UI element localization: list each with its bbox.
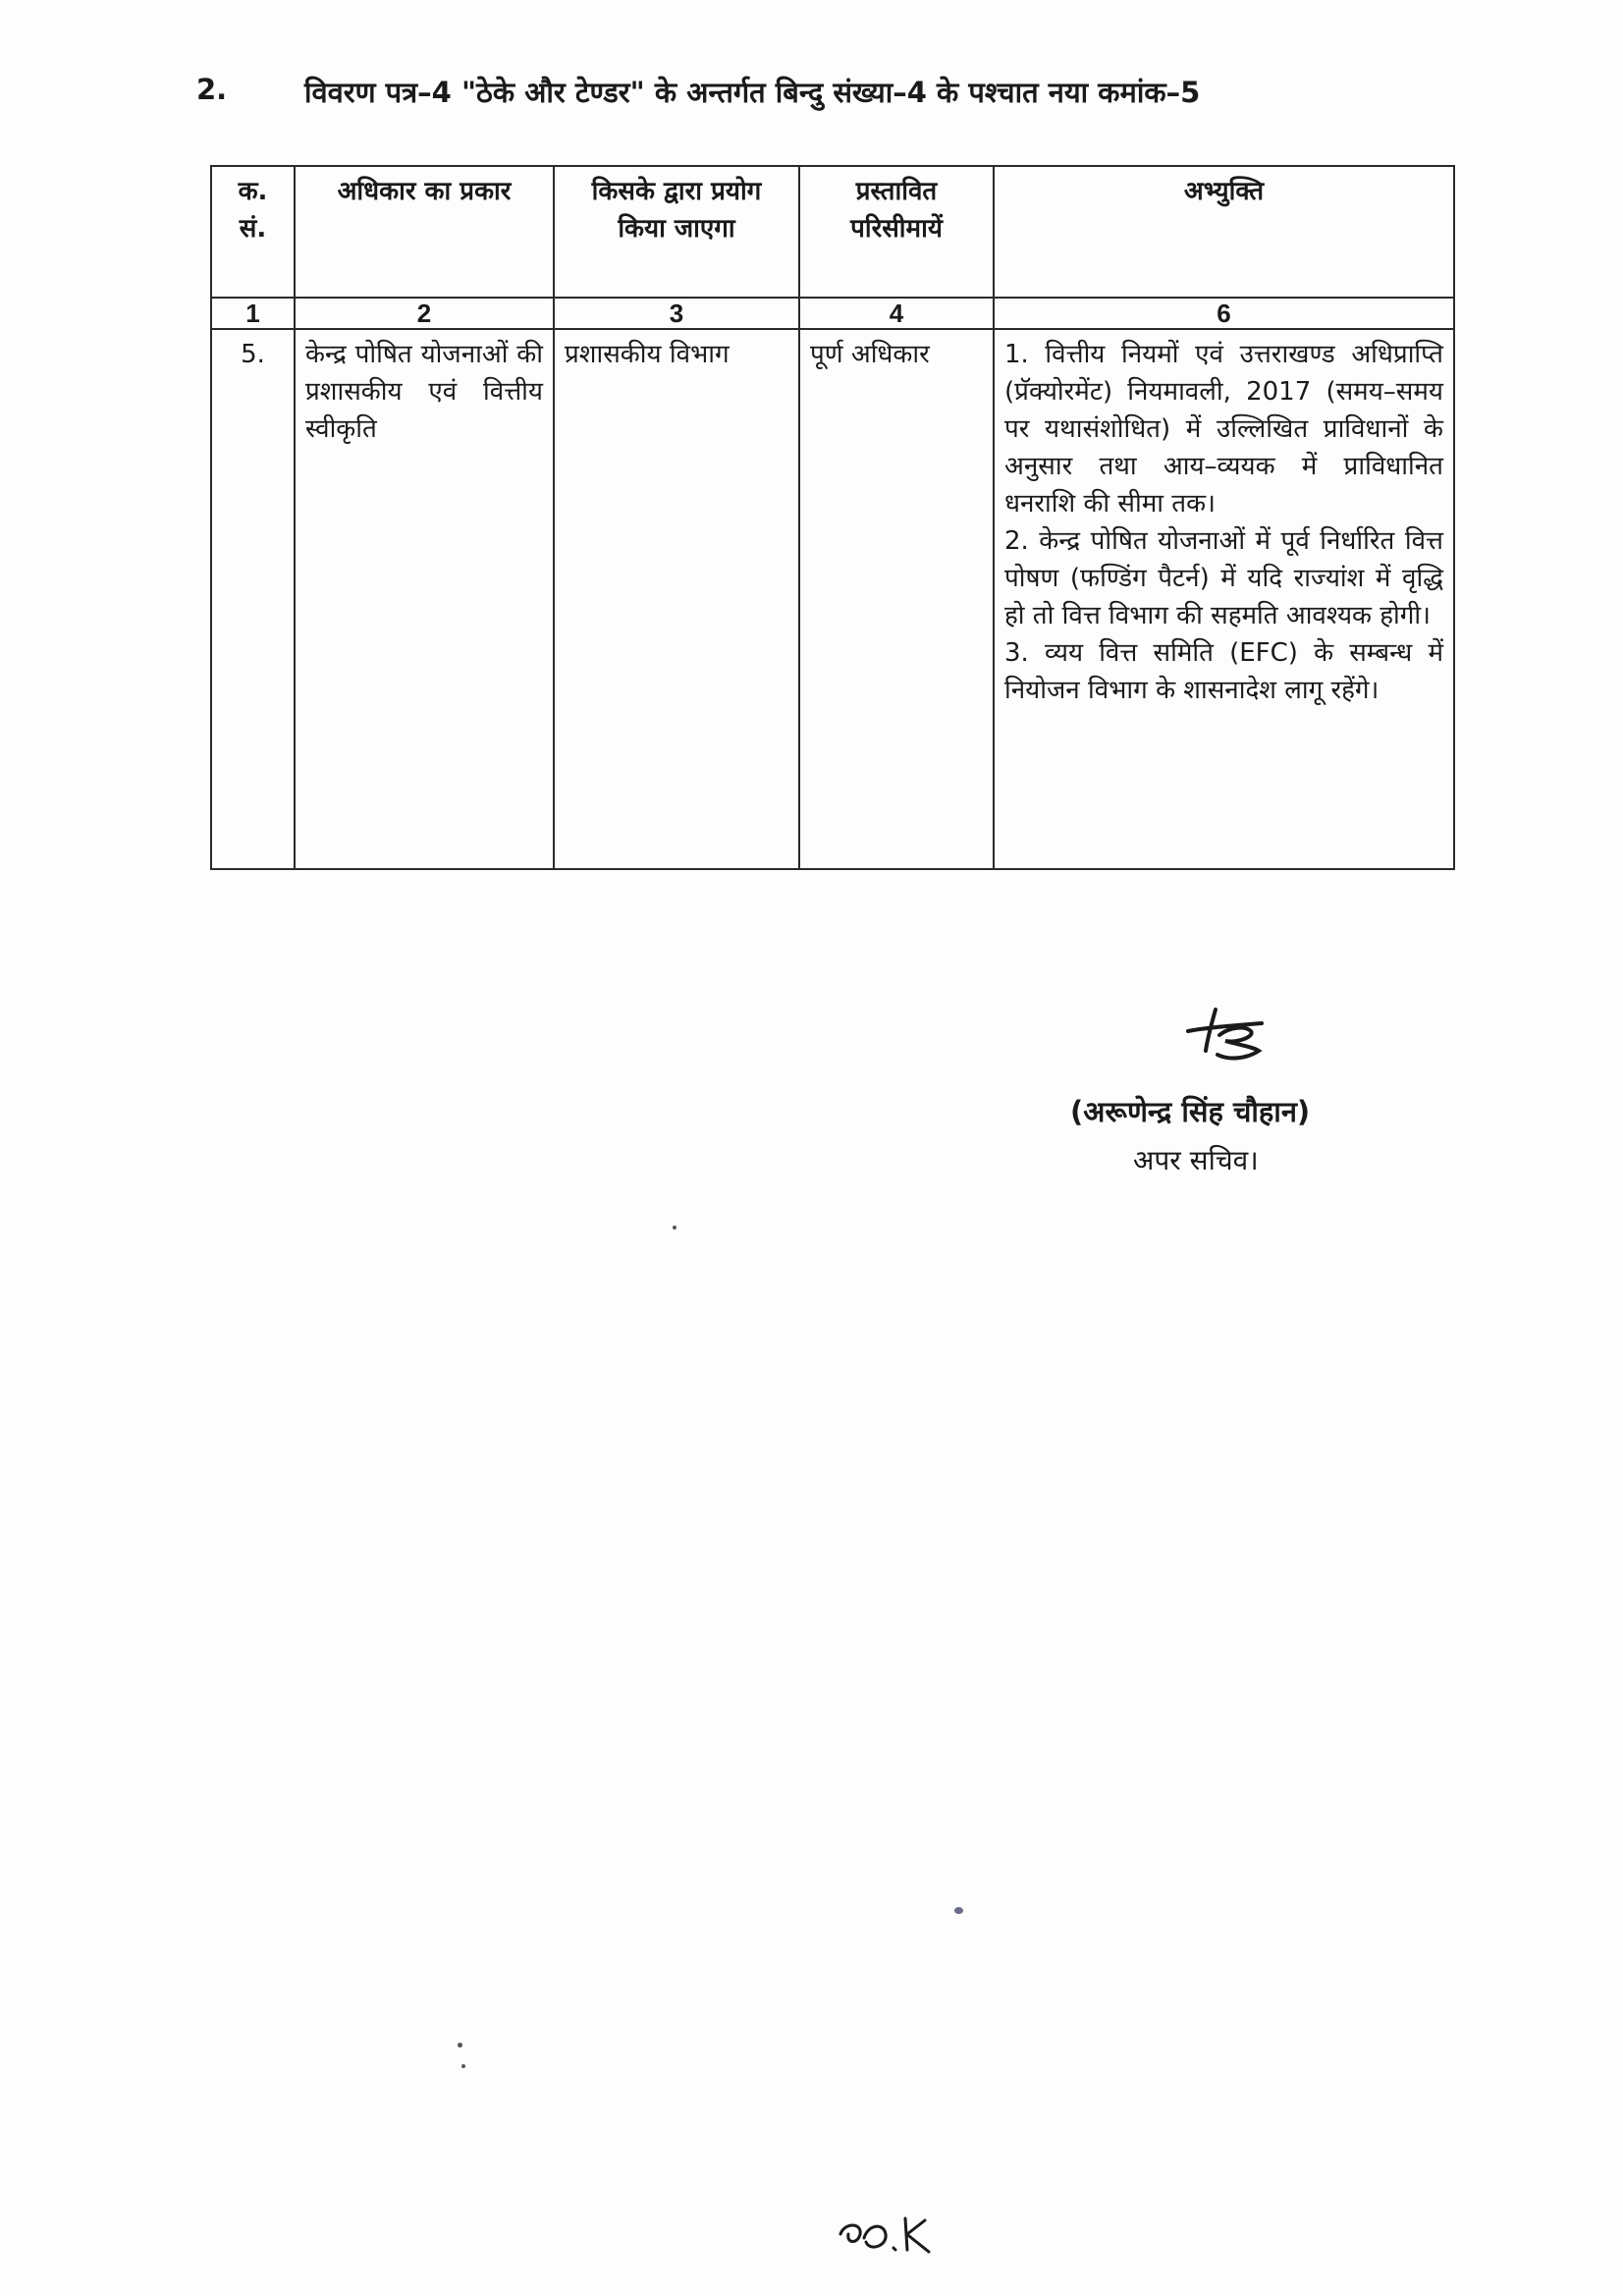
scan-speck [673, 1226, 676, 1230]
scan-speck [954, 1907, 963, 1914]
col-header-remarks: अभ्युक्ति [994, 166, 1454, 298]
col-header-limits: प्रस्तावित परिसीमायें [799, 166, 994, 298]
handwritten-page-number [835, 2205, 952, 2264]
section-number: 2. [196, 73, 228, 106]
signatory-designation: अपर सचिव। [1133, 1144, 1259, 1176]
signature-mark [1168, 1002, 1286, 1075]
table-header-row [211, 166, 1454, 298]
col-header-exercised-by: किसके द्वारा प्रयोग किया जाएगा [554, 166, 799, 298]
row-limits: पूर्ण अधिकार [799, 329, 994, 869]
remark-item: 3. व्यय वित्त समिति (EFC) के सम्बन्ध में नियोजन विभाग के शासनादेश लागू रहेंगे। [1004, 638, 1443, 705]
row-serial: 5. [211, 329, 295, 869]
table-row [211, 329, 1454, 869]
row-remarks [994, 329, 1454, 869]
col-number: 2 [295, 298, 554, 329]
col-header-serial: क. सं. [211, 166, 295, 298]
row-exercised-by: प्रशासकीय विभाग [554, 329, 799, 869]
scan-speck [458, 2043, 462, 2048]
scan-speck [461, 2064, 465, 2068]
row-power-type: केन्द्र पोषित योजनाओं की प्रशासकीय एवं वित्तीय स्वीकृति [295, 329, 554, 869]
col-number: 3 [554, 298, 799, 329]
col-number: 4 [799, 298, 994, 329]
remark-item: 2. केन्द्र पोषित योजनाओं में पूर्व निर्धारित वित्त पोषण (फण्डिंग पैटर्न) में यदि राज्यांश में वृद्धि हो तो वित्त विभाग की सहमति आवश्यक होगी। [1004, 526, 1443, 630]
col-number: 6 [994, 298, 1454, 329]
column-number-row [211, 298, 1454, 329]
statement-table [210, 165, 1455, 870]
col-number: 1 [211, 298, 295, 329]
section-title: विवरण पत्र–4 "ठेके और टेण्डर" के अन्तर्गत बिन्दु संख्या–4 के पश्चात नया कमांक–5 [304, 76, 1201, 109]
signatory-name: (अरूणेन्द्र सिंह चौहान) [1070, 1095, 1311, 1128]
remark-item: 1. वित्तीय नियमों एवं उत्तराखण्ड अधिप्राप्ति (प्रॅक्योरमेंट) नियमावली, 2017 (समय–समय पर यथासंशोधित) में उल्लिखित प्राविधानों के अनुसार तथा आय–व्ययक में प्राविधानित धनराशि की सीमा तक। [1004, 340, 1443, 519]
col-header-power-type: अधिकार का प्रकार [295, 166, 554, 298]
